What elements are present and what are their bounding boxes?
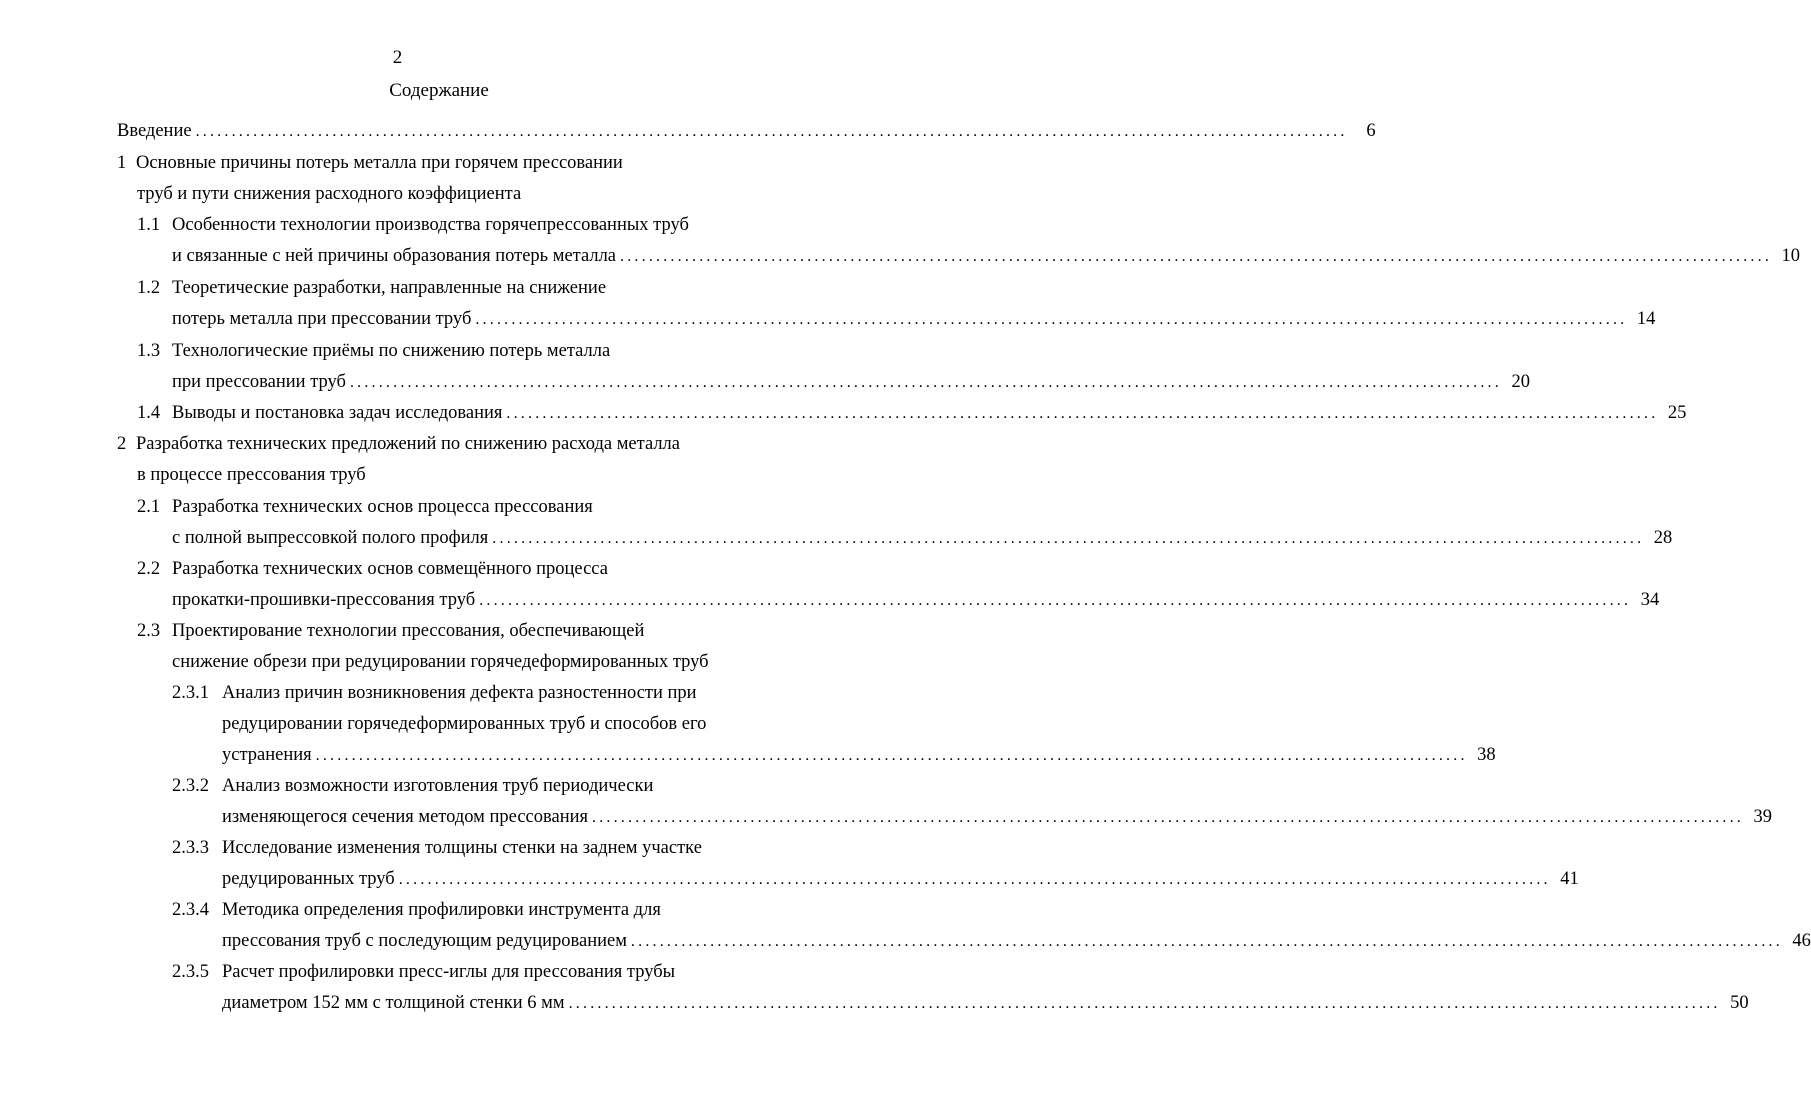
toc-leader: ................................................................................................................................................................ [568,995,1721,1012]
toc-label: Расчет профилировки пресс-иглы для прессования трубы [222,962,676,982]
toc-label: диаметром 152 мм с толщиной стенки 6 мм [222,993,565,1013]
toc-entry-1-cont [137,182,521,206]
toc-leader: ................................................................................................................................................................ [592,809,1744,826]
toc-leader: ................................................................................................................................................................ [315,747,1468,764]
toc-entry-2-3-1[interactable] [172,681,697,705]
toc-entry-2-3-1-cont [222,712,706,736]
toc-number: 2.3.2 [172,776,209,796]
toc-entry-2-3-3-cont[interactable] [222,867,1579,892]
toc-label: редуцировании горячедеформированных труб и способов его [222,714,707,734]
toc-label: редуцированных труб [222,869,395,889]
toc-label: прокатки-прошивки-прессования труб [172,590,476,610]
toc-leader: ................................................................................................................................................................ [195,123,1348,140]
toc-label: потерь металла при прессовании труб [172,309,472,329]
toc-label: Анализ возможности изготовления труб периодически [222,776,654,796]
toc-number: 1.1 [137,215,161,235]
toc-page: 46 [1792,931,1811,951]
toc-entry-2-2[interactable] [137,557,608,581]
toc-label: при прессовании труб [172,372,346,392]
toc-label: снижение обрези при редуцировании горячедеформированных труб [172,652,709,672]
toc-number: 1.4 [137,403,161,423]
toc-number: 1.3 [137,341,161,361]
toc-entry-1-1[interactable] [137,213,689,237]
toc-label: Исследование изменения толщины стенки на заднем участке [222,838,702,858]
toc-leader: ................................................................................................................................................................ [475,311,1628,328]
toc-label: изменяющегося сечения методом прессования [222,807,588,827]
toc-leader: ................................................................................................................................................................ [620,248,1773,265]
toc-entry-2-3-2[interactable] [172,774,653,798]
toc-entry-2-2-cont[interactable] [172,588,1660,613]
toc-entry-1-1-cont[interactable] [172,244,1801,269]
toc-entry-2-1[interactable] [137,495,593,519]
toc-entry-2-3-5[interactable] [172,960,675,984]
toc-entry-2-3-cont [172,650,709,674]
toc-label: в процессе прессования труб [137,465,366,485]
toc-entry-2[interactable] [117,432,680,456]
toc-label: устранения [222,745,312,765]
toc-page: 25 [1667,403,1687,423]
toc-number: 2.2 [137,559,161,579]
page-number: 2 [392,47,403,68]
toc-page: 50 [1730,993,1749,1013]
toc-page: 38 [1477,745,1496,765]
toc-entry-2-cont [137,463,366,487]
toc-label: Разработка технических предложений по снижению расхода металла [136,434,680,454]
toc-page: 6 [1366,121,1376,141]
toc-number: 1 [117,153,127,173]
toc-entry-2-3[interactable] [137,619,644,643]
toc-page: 39 [1753,807,1772,827]
toc-entry-2-1-cont[interactable] [172,526,1673,551]
toc-entry-1-3[interactable] [137,339,610,363]
toc-label: труб и пути снижения расходного коэффициента [137,184,522,204]
toc-page: 10 [1781,246,1801,266]
toc-entry-2-3-2-cont[interactable] [222,805,1772,830]
toc-number: 2.3 [137,621,161,641]
toc-label: Разработка технических основ процесса прессования [172,497,593,517]
toc-leader: ................................................................................................................................................................ [479,592,1632,609]
toc-number: 2.3.4 [172,900,209,920]
toc-page: 41 [1560,869,1579,889]
toc-entry-intro[interactable] [117,119,1376,144]
toc-entry-1-2-cont[interactable] [172,307,1656,332]
toc-number: 2.3.5 [172,962,209,982]
toc-page: 34 [1640,590,1660,610]
toc-entry-1-3-cont[interactable] [172,370,1530,395]
toc-label: Выводы и постановка задач исследования [172,403,503,423]
toc-page: 28 [1653,528,1673,548]
toc-label: Анализ причин возникновения дефекта разностенности при [222,683,697,703]
toc-label: Основные причины потерь металла при горячем прессовании [136,153,623,173]
toc-label: Особенности технологии производства горячепрессованных труб [172,215,689,235]
toc-entry-2-3-1-cont2[interactable] [222,743,1496,768]
toc-entry-1-2[interactable] [137,276,606,300]
toc-label: Теоретические разработки, направленные на снижение [172,278,607,298]
toc-number: 2.3.3 [172,838,209,858]
toc-leader: ................................................................................................................................................................ [349,374,1502,391]
page-title: Содержание [389,80,489,101]
toc-entry-1-4[interactable] [137,401,1687,426]
toc-leader: ................................................................................................................................................................ [630,933,1783,950]
toc-label: Введение [117,121,192,141]
toc-label: Разработка технических основ совмещённого процесса [172,559,608,579]
toc-page: 14 [1636,309,1656,329]
toc-label: Методика определения профилировки инструмента для [222,900,661,920]
toc-leader: ................................................................................................................................................................ [492,530,1645,547]
toc-entry-2-3-4[interactable] [172,898,661,922]
toc-number: 2.3.1 [172,683,209,703]
toc-number: 2.1 [137,497,161,517]
toc-label: прессования труб с последующим редуцированием [222,931,627,951]
toc-label: Проектирование технологии прессования, обеспечивающей [172,621,645,641]
toc-label: и связанные с ней причины образования потерь металла [172,246,617,266]
toc-label: Технологические приёмы по снижению потерь металла [172,341,611,361]
toc-entry-2-3-3[interactable] [172,836,702,860]
toc-entry-2-3-4-cont[interactable] [222,929,1811,954]
toc-number: 2 [117,434,127,454]
toc-leader: ................................................................................................................................................................ [398,871,1551,888]
toc-page: 20 [1511,372,1530,392]
toc-number: 1.2 [137,278,161,298]
toc-label: с полной выпрессовкой полого профиля [172,528,489,548]
toc-entry-1[interactable] [117,151,623,175]
toc-leader: ................................................................................................................................................................ [506,405,1659,422]
toc-entry-2-3-5-cont[interactable] [222,991,1749,1016]
